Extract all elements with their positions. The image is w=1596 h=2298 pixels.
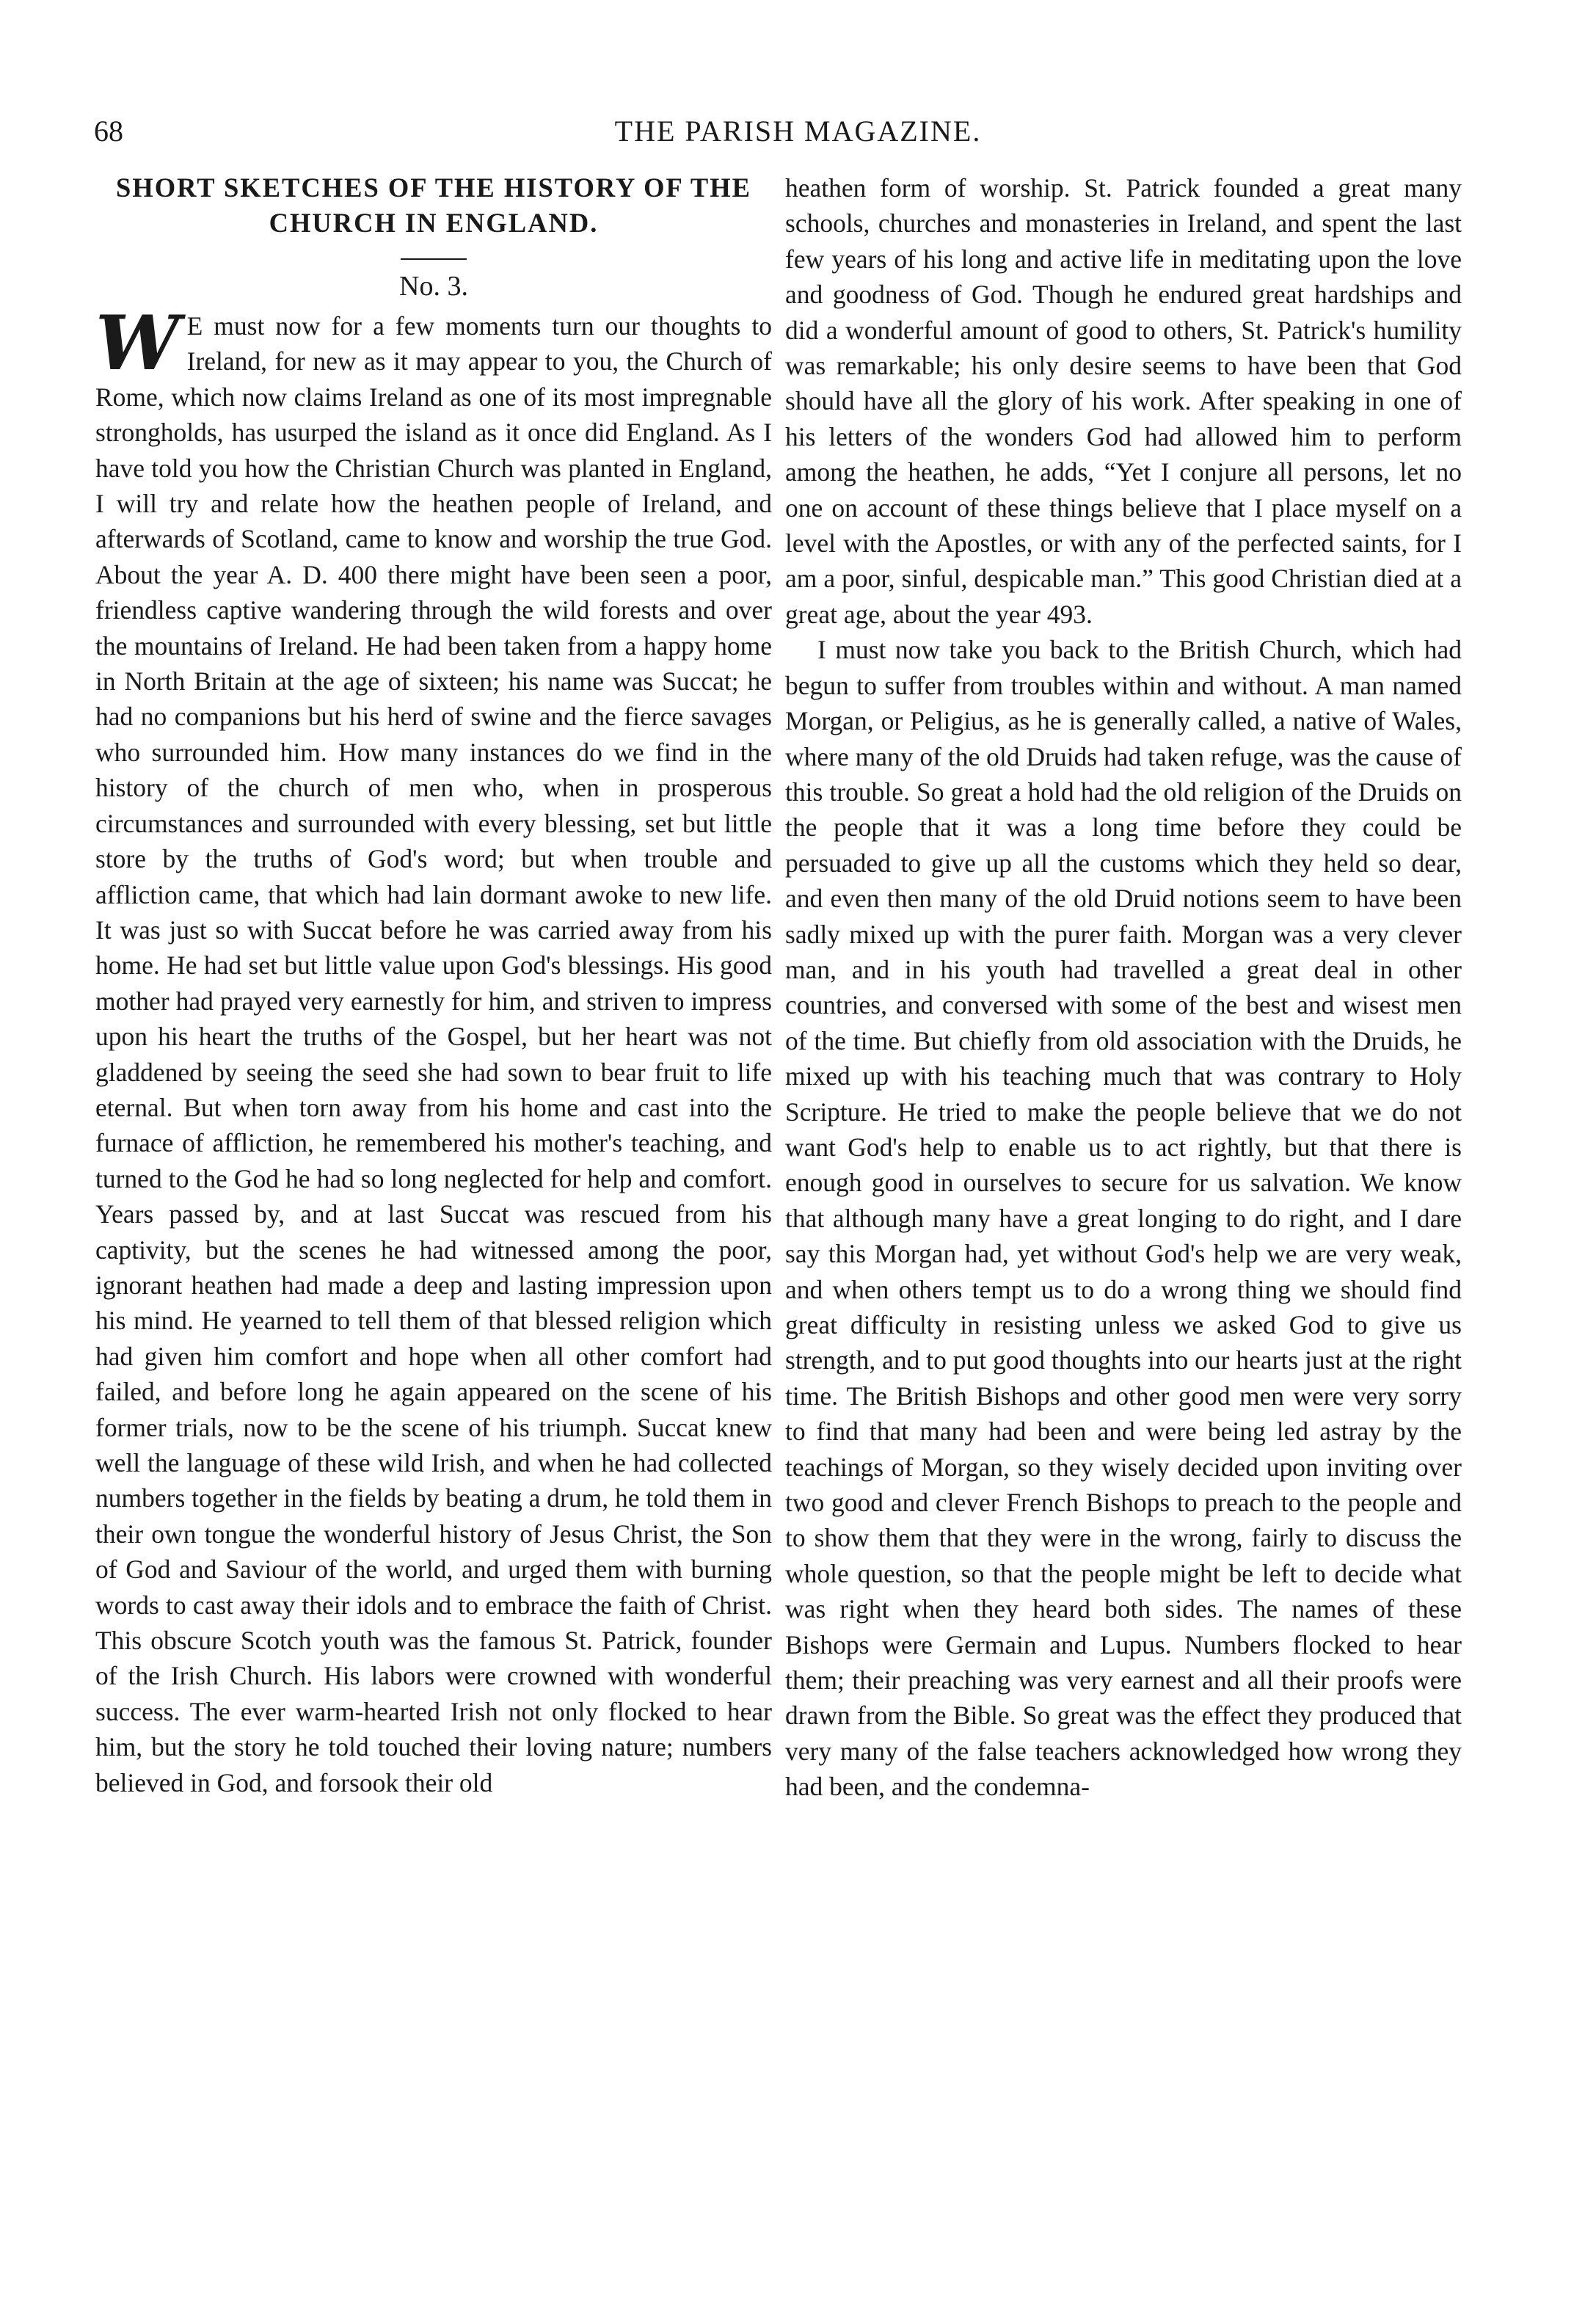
- title-rule: [401, 258, 467, 260]
- right-column: [785, 170, 1462, 1805]
- body-paragraph-1-text: E must now for a few moments turn our thoughts to Ireland, for new as it may appear to you, the Church of Rome, which now claims Ireland as one of its most impregnable strongholds, has usurped the island as it once did England. As I have told you how the Christian Church was planted in England, I will try and relate how the heathen people of Ireland, and afterwards of Scotland, came to know and worship the true God. About the year A. D. 400 there might have been seen a poor, friendless captive wandering through the wild forests and over the mountains of Ireland. He had been taken from a happy home in North Britain at the age of sixteen; his name was Succat; he had no companions but his herd of swine and the fierce savages who surrounded him. How many instances do we find in the history of the church of men who, when in prosperous circumstances and surrounded with every blessing, set but little store by the truths of God's word; but when trouble and affliction came, that which had lain dormant awoke to new life. It was just so with Succat before he was carried away from his home. He had set but little value upon God's blessings. His good mother had prayed very earnestly for him, and striven to impress upon his heart the truths of the Gospel, but her heart was not gladdened by seeing the seed she had sown to bear fruit to life eternal. But when torn away from his home and cast into the furnace of affliction, he remembered his mother's teaching, and turned to the God he had so long neglected for help and comfort. Years passed by, and at last Succat was rescued from his captivity, but the scenes he had witnessed among the poor, ignorant heathen had made a deep and lasting impression upon his mind. He yearned to tell them of that blessed religion which had given him comfort and hope when all other comfort had failed, and before long he again appeared on the scene of his former trials, now to be the scene of his triumph. Succat knew well the language of these wild Irish, and when he had collected numbers together in the fields by beating a drum, he told them in their own tongue the wonderful history of Jesus Christ, the Son of God and Saviour of the world, and urged them with burning words to cast away their idols and to embrace the faith of Christ. This obscure Scotch youth was the famous St. Patrick, founder of the Irish Church. His labors were crowned with wonderful success. The ever warm-hearted Irish not only flocked to hear him, but the story he told touched their loving nature; numbers believed in God, and forsook their old: [95, 311, 772, 1797]
- article-title: SHORT SKETCHES OF THE HISTORY OF THE CHURCH IN ENGLAND.: [116, 172, 751, 238]
- running-title: THE PARISH MAGAZINE.: [614, 114, 982, 148]
- drop-cap: W: [95, 299, 180, 388]
- left-column: [95, 170, 772, 1800]
- page-number: 68: [94, 114, 123, 148]
- body-paragraph-2: I must now take you back to the British Church, which had begun to suffer from troubles within and without. A man named Morgan, or Peligius, as he is generally called, a native of Wales, where many of the old Druids had taken refuge, was the cause of this trouble. So great a hold had the old religion of the Druids on the people that it was a long time before they could be persuaded to give up all the customs which they held so dear, and even then many of the old Druid notions seem to have been sadly mixed up with the purer faith. Morgan was a very clever man, and in his youth had travelled a great deal in other countries, and conversed with some of the best and wisest men of the time. But chiefly from old association with the Druids, he mixed up with his teaching much that was contrary to Holy Scripture. He tried to make the people believe that we do not want God's help to enable us to act rightly, but that there is enough good in ourselves to secure for us salvation. We know that although many have a great longing to do right, and I dare say this Morgan had, yet without God's help we are very weak, and when others tempt us to do a wrong thing we should find great difficulty in resisting unless we asked God to give us strength, and to put good thoughts into our hearts just at the right time. The British Bishops and other good men were very sorry to find that many had been and were being led astray by the teachings of Morgan, so they wisely decided upon inviting over two good and clever French Bishops to preach to the people and to show them that they were in the wrong, fairly to discuss the whole question, so that the people might be left to decide what was right when they heard both sides. The names of these Bishops were Germain and Lupus. Numbers flocked to hear them; their preaching was very earnest and all their proofs were drawn from the Bible. So great was the effect they produced that very many of the false teachers acknowledged how wrong they had been, and the condemna-: [785, 635, 1462, 1802]
- body-paragraph-1-continued: heathen form of worship. St. Patrick founded a great many schools, churches and monasteries in Ireland, and spent the last few years of his long and active life in meditating upon the love and goodness of God. Though he endured great hardships and did a wonderful amount of good to others, St. Patrick's humility was remarkable; his only desire seems to have been that God should have all the glory of his work. After speaking in one of his letters of the wonders God had allowed him to perform among the heathen, he adds, “Yet I conjure all persons, let no one on account of these things believe that I place myself on a level with the Apostles, or with any of the perfected saints, for I am a poor, sinful, despicable man.” This good Christian died at a great age, about the year 493.: [785, 173, 1462, 629]
- body-paragraph-1: [95, 299, 772, 1800]
- article-number: No. 3.: [399, 271, 468, 302]
